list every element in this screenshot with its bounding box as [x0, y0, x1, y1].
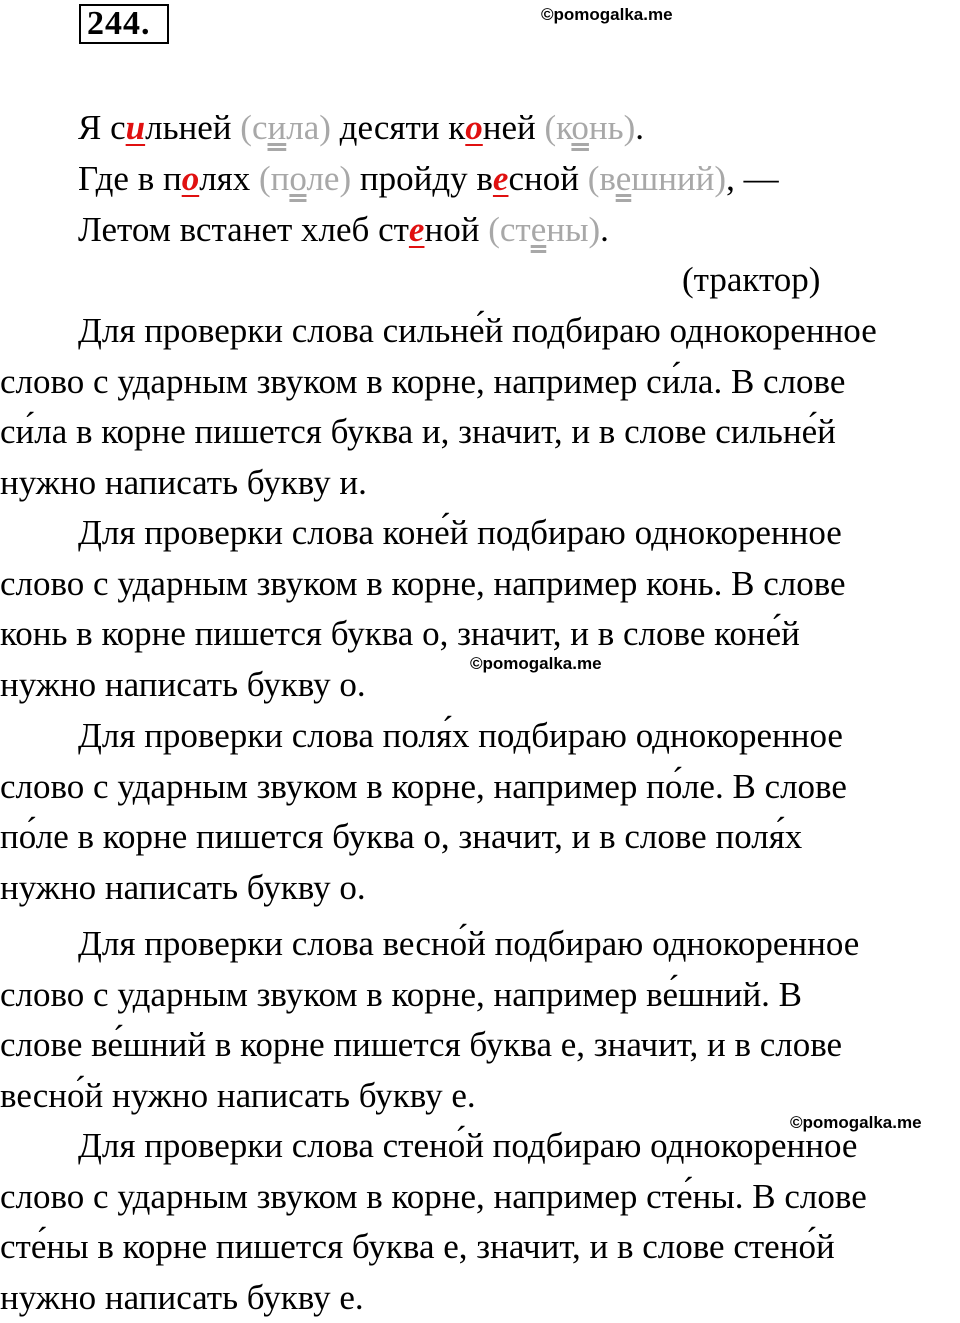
watermark-bottom: ©pomogalka.me [790, 1113, 922, 1132]
poem [78, 102, 779, 255]
hint-word: (п [259, 159, 290, 198]
text-segment: Летом встанет хлеб ст [78, 210, 409, 249]
explanation-paragraph-2 [0, 508, 960, 710]
text-segment: Я с [78, 108, 126, 147]
text-segment: ней [482, 108, 545, 147]
hint-stressed-letter: о [289, 159, 307, 198]
hint-word: ны) [546, 210, 601, 249]
paragraph-line: Для проверки слова сильне́й подбираю однокоренное [78, 311, 877, 350]
paragraph-line: по́ле в корне пишется буква о, значит, и в слове поля́х [0, 817, 803, 857]
paragraph-line: Для проверки слова весно́й подбираю однокоренное [78, 924, 860, 963]
paragraph-line: слово с ударным звуком в корне, например конь. В слове [0, 563, 846, 603]
text-segment: десяти к [330, 108, 466, 147]
text-segment: ной [424, 210, 489, 249]
hint-word: (ст [488, 210, 531, 249]
paragraph-line: нужно написать букву о. [0, 664, 366, 704]
hint-word: (с [240, 108, 268, 147]
exercise-number: 244. [79, 4, 169, 44]
paragraph-line: Для проверки слова коне́й подбираю однокоренное [78, 513, 842, 552]
paragraph-line: Для проверки слова поля́х подбираю однокоренное [78, 716, 843, 755]
highlighted-letter: е [408, 210, 425, 249]
paragraph-line: конь в корне пишется буква о, значит, и в слове коне́й [0, 614, 800, 654]
highlighted-letter: о [181, 159, 200, 198]
poem-line [78, 102, 779, 153]
poem-line [78, 204, 779, 255]
text-segment: , — [726, 159, 779, 198]
paragraph-line: слово с ударным звуком в корне, например си́ла. В слове [0, 361, 846, 401]
text-segment: Где в п [78, 159, 182, 198]
paragraph-line: Для проверки слова стено́й подбираю однокоренное [78, 1126, 858, 1165]
hint-word: нь) [588, 108, 636, 147]
text-segment: пройду в [351, 159, 493, 198]
watermark-top: ©pomogalka.me [541, 5, 673, 24]
hint-word: (к [544, 108, 572, 147]
paragraph-line: слове ве́шний в корне пишется буква е, значит, и в слове [0, 1025, 843, 1065]
highlighted-letter: о [465, 108, 483, 147]
text-segment: сной [508, 159, 588, 198]
paragraph-line: весно́й нужно написать букву е. [0, 1075, 476, 1115]
text-segment: . [600, 210, 609, 249]
paragraph-line: нужно написать букву е. [0, 1277, 364, 1317]
poem-answer: (трактор) [682, 260, 821, 299]
hint-word: шний) [631, 159, 727, 198]
highlighted-letter: е [492, 159, 509, 198]
watermark-middle: ©pomogalka.me [470, 654, 602, 673]
hint-stressed-letter: е [530, 210, 547, 249]
paragraph-line: слово с ударным звуком в корне, например по́ле. В слове [0, 766, 847, 806]
paragraph-line: слово с ударным звуком в корне, например сте́ны. В слове [0, 1176, 867, 1216]
highlighted-letter: и [125, 108, 146, 147]
hint-stressed-letter: е [615, 159, 632, 198]
paragraph-line: нужно написать букву и. [0, 462, 367, 502]
explanation-paragraph-4 [0, 919, 960, 1121]
text-segment: . [635, 108, 645, 147]
hint-word: ле) [306, 159, 352, 198]
explanation-paragraph-1 [0, 306, 960, 508]
text-segment: лях [199, 159, 260, 198]
explanation-paragraph-3 [0, 711, 960, 913]
paragraph-line: сте́ны в корне пишется буква е, значит, и в слове стено́й [0, 1227, 835, 1267]
hint-word: (в [587, 159, 616, 198]
explanation-paragraph-5 [0, 1121, 960, 1323]
paragraph-line: си́ла в корне пишется буква и, значит, и в слове сильне́й [0, 412, 836, 452]
poem-line [78, 153, 779, 204]
hint-word: ла) [286, 108, 331, 147]
paragraph-line: нужно написать букву о. [0, 867, 366, 907]
hint-stressed-letter: и [267, 108, 287, 147]
paragraph-line: слово с ударным звуком в корне, например ве́шний. В [0, 974, 803, 1014]
hint-stressed-letter: о [571, 108, 589, 147]
text-segment: льней [145, 108, 241, 147]
